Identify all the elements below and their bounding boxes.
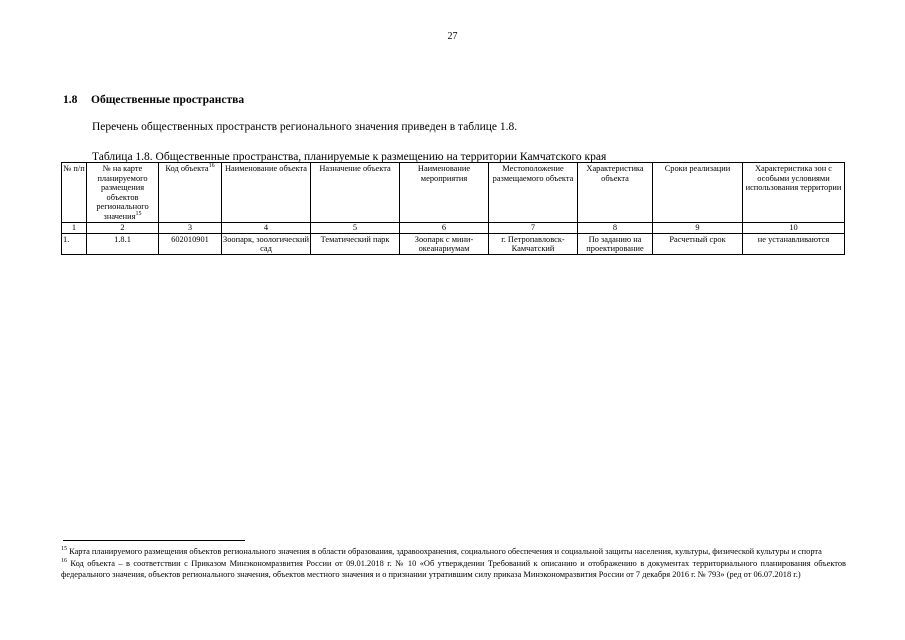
section-heading (63, 94, 244, 106)
column-number-cell: 9 (653, 222, 743, 233)
column-number-cell: 2 (87, 222, 159, 233)
footnote-ref: 16 (208, 163, 215, 170)
footnote-text: Код объекта – в соответствии с Приказом Минэкономразвития России от 09.01.2018 г. № 10 «Об утверждении Требований к описанию и отображению в документах территориального планирования объектов федерального значения, объектов регионального значения, объектов местного значения и о признании утратившим силу приказа Минэкономразвития России от 7 декабря 2016 г. № 793» (ред от 06.07.2018 г.) (61, 559, 846, 580)
header-cell: Наименование мероприятия (400, 163, 489, 223)
table-cell: 602010901 (159, 233, 222, 254)
section-title: Общественные пространства (91, 94, 245, 106)
column-number-cell: 7 (489, 222, 578, 233)
header-cell: № на карте планируемого размещения объектов регионального значения$^{15}$ (87, 163, 159, 223)
table-cell: не устанавливаются (743, 233, 845, 254)
footnotes (61, 546, 846, 582)
column-number-cell: 3 (159, 222, 222, 233)
table-cell: Расчетный срок (653, 233, 743, 254)
header-cell: Наименование объекта (222, 163, 311, 223)
header-cell: Код объекта$^{16}$ (159, 163, 222, 223)
header-cell: Характеристика зон с особыми условиями использования территории (743, 163, 845, 223)
footnote (61, 558, 846, 580)
table-cell: г. Петропавловск-Камчатский (489, 233, 578, 254)
table-cell: Зоопарк с мини-океанариумам (400, 233, 489, 254)
footnote-number: 16 (61, 558, 67, 565)
footnote-number: 15 (61, 546, 67, 553)
footnote-separator (63, 540, 245, 541)
page-number: 27 (447, 31, 458, 42)
public-spaces-table (61, 162, 845, 255)
table-cell: 1.8.1 (87, 233, 159, 254)
footnote-text: Карта планируемого размещения объектов регионального значения в области образования, здравоохранения, социального обеспечения и социальной защиты населения, культуры, физической культуры и спорта (69, 547, 822, 556)
table-cell: По заданию на проектирование (578, 233, 653, 254)
column-number-cell: 5 (311, 222, 400, 233)
header-cell: № п/п (62, 163, 87, 223)
column-number-cell: 8 (578, 222, 653, 233)
column-number-cell: 10 (743, 222, 845, 233)
header-cell: Назначение объекта (311, 163, 400, 223)
footnote (61, 546, 846, 557)
table-cell: Тематический парк (311, 233, 400, 254)
table-cell: 1. (62, 233, 87, 254)
header-cell: Характеристика объекта (578, 163, 653, 223)
table-header-row (62, 163, 845, 223)
table-cell: Зоопарк, зоологический сад (223, 234, 309, 254)
table-row (62, 233, 845, 254)
header-cell: Сроки реализации (653, 163, 743, 223)
column-number-cell: 1 (62, 222, 87, 233)
column-number-row (62, 222, 845, 233)
footnote-ref: 15 (135, 211, 142, 218)
intro-paragraph: Перечень общественных пространств регионального значения приведен в таблице 1.8. (92, 121, 518, 133)
column-number-cell: 6 (400, 222, 489, 233)
column-number-cell: 4 (222, 222, 311, 233)
section-number: 1.8 (63, 94, 78, 106)
header-cell: Местоположение размещаемого объекта (489, 163, 578, 223)
table-caption: Таблица 1.8. Общественные пространства, планируемые к размещению на территории Камчатского края (92, 151, 607, 163)
